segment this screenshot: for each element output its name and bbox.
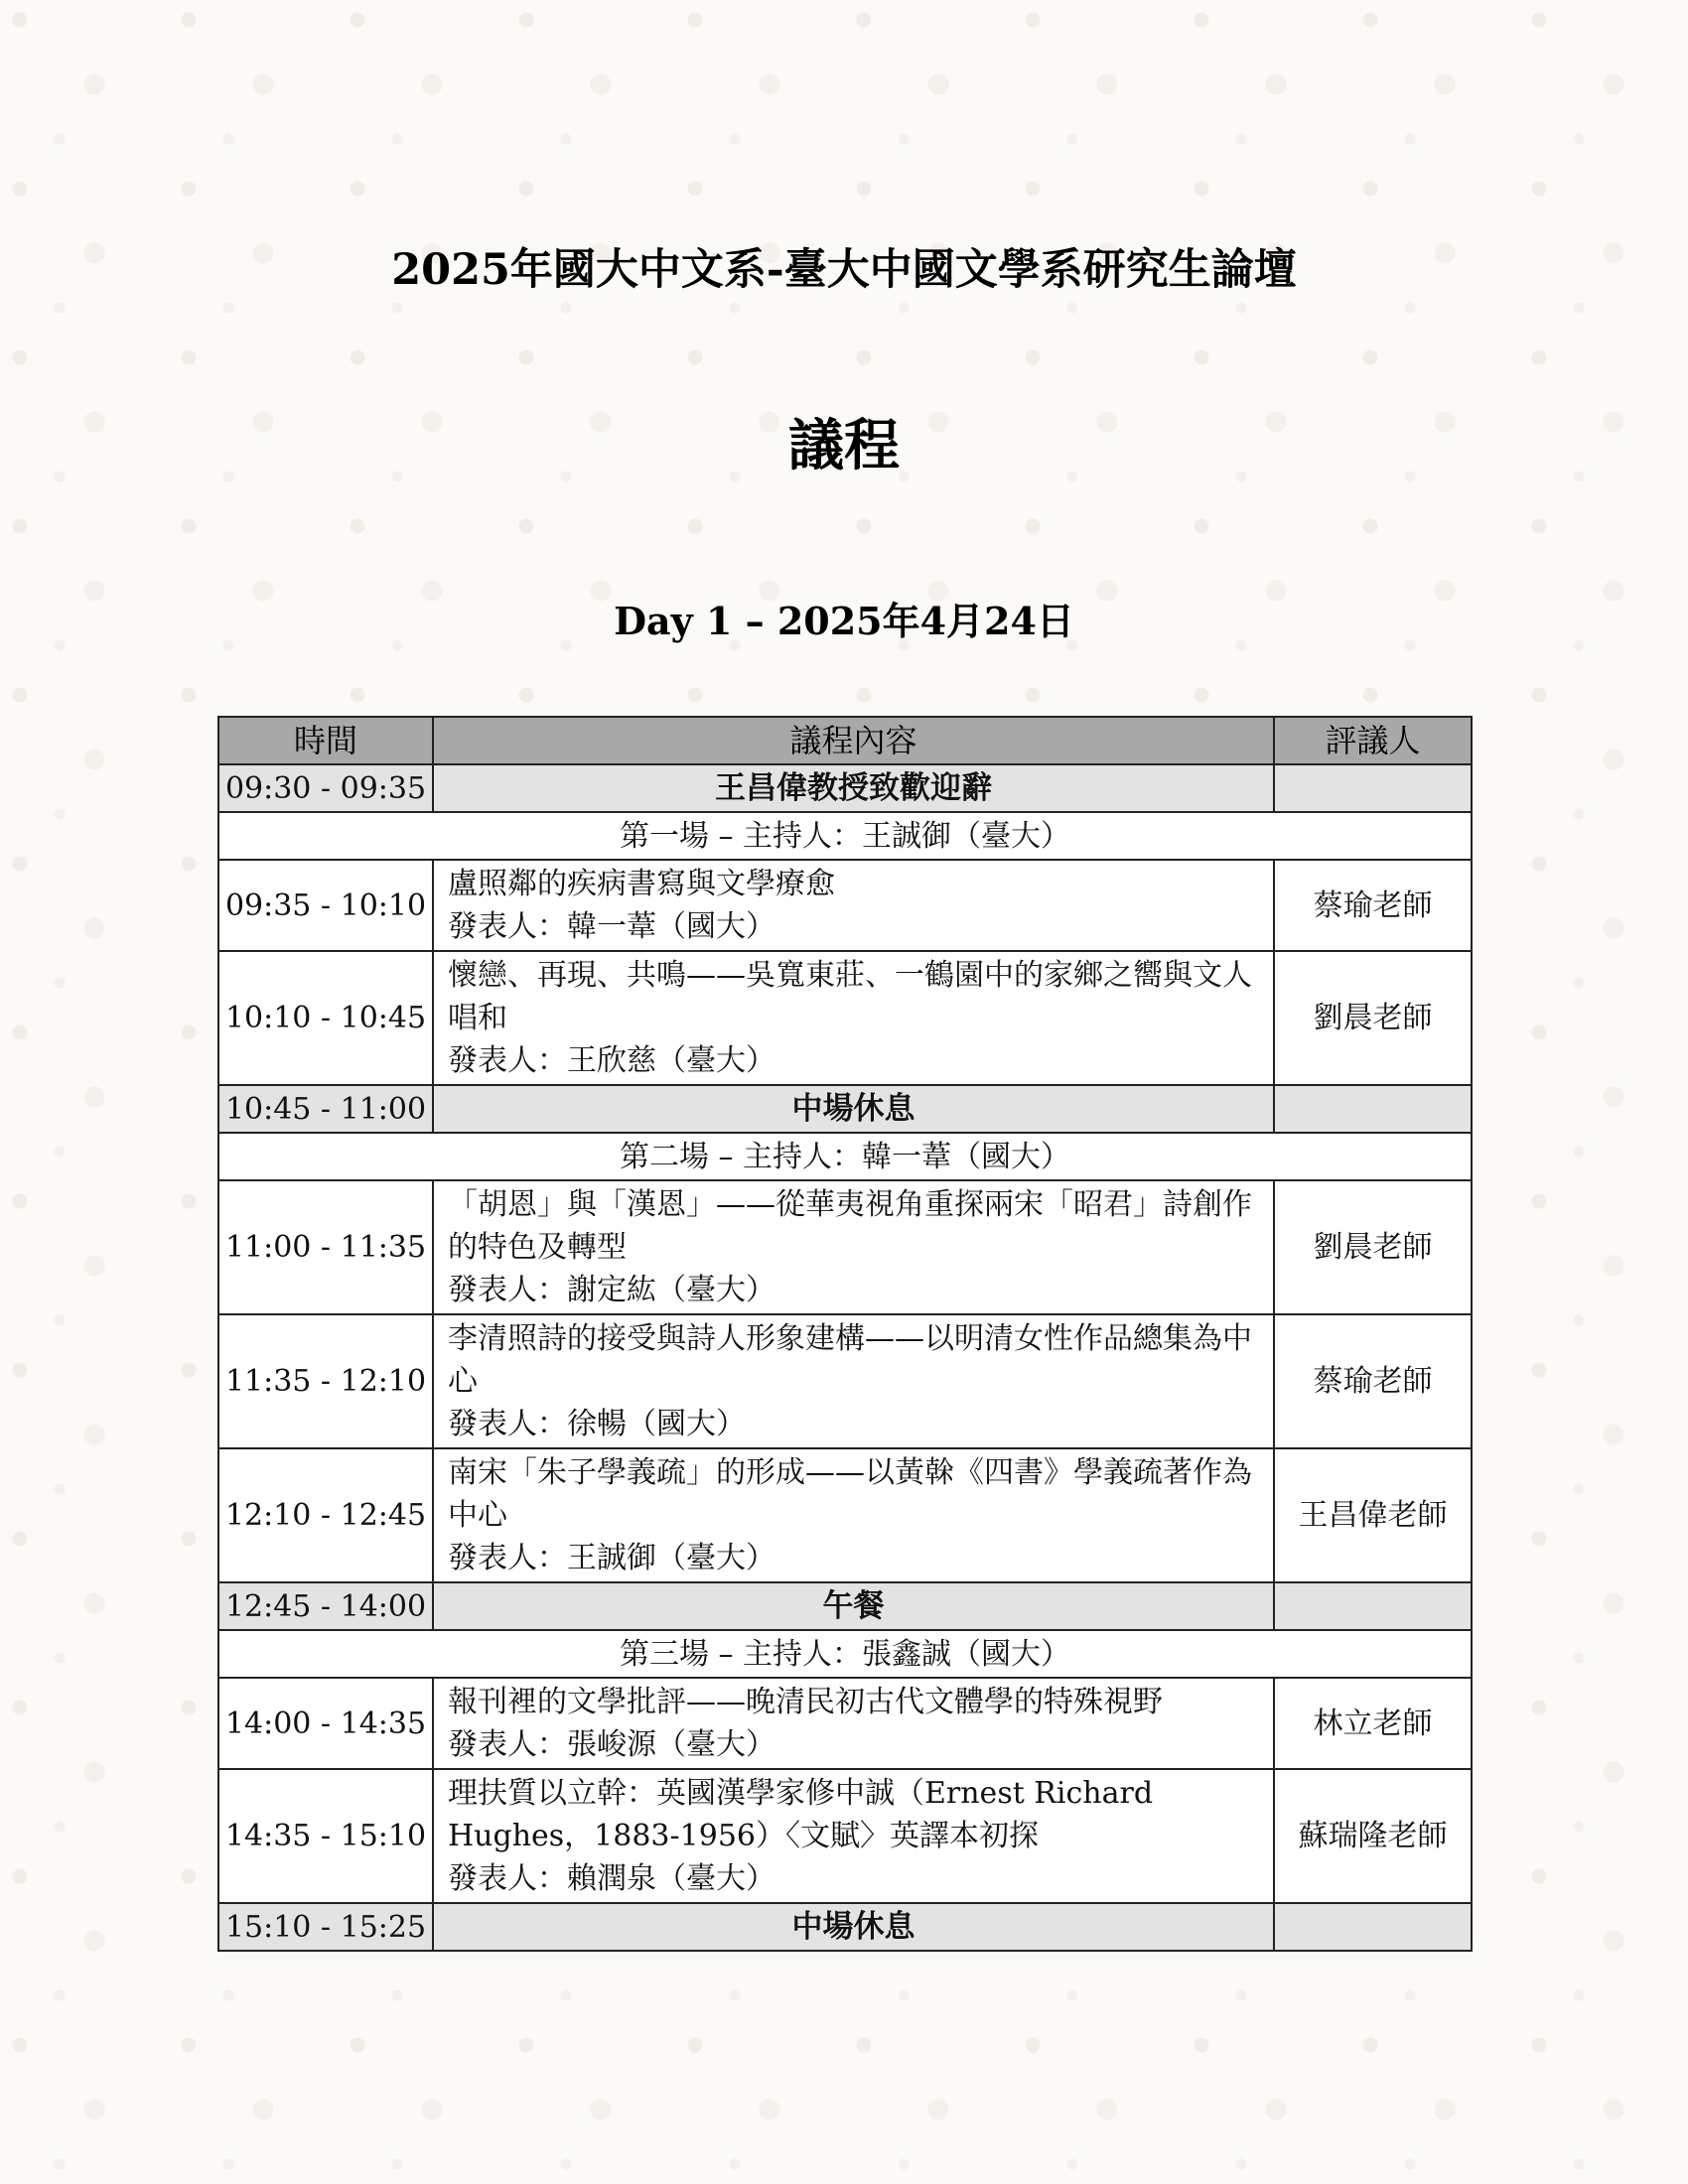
opening-row — [218, 764, 1472, 812]
content-cell — [433, 860, 1274, 951]
event-cell: 王昌偉教授致歡迎辭 — [433, 764, 1274, 812]
reviewer-cell — [1274, 1903, 1472, 1951]
session-row — [218, 1133, 1472, 1180]
paper-title: 「胡恩」與「漢恩」——從華夷視角重探兩宋「昭君」詩創作的特色及轉型 — [448, 1187, 1252, 1265]
time-cell: 12:10 - 12:45 — [218, 1448, 433, 1582]
reviewer-cell: 劉晨老師 — [1274, 1180, 1472, 1314]
presenter: 發表人：張峻源（臺大） — [448, 1727, 775, 1762]
header-time: 時間 — [218, 717, 433, 764]
day-heading: Day 1 – 2025年4月24日 — [614, 599, 1074, 643]
reviewer-cell — [1274, 764, 1472, 812]
time-cell: 09:30 - 09:35 — [218, 764, 433, 812]
presenter: 發表人：王欣慈（臺大） — [448, 1043, 775, 1078]
table-row — [218, 1314, 1472, 1448]
reviewer-cell: 蔡瑜老師 — [1274, 860, 1472, 951]
reviewer-cell — [1274, 1582, 1472, 1630]
paper-title: 李清照詩的接受與詩人形象建構——以明清女性作品總集為中心 — [448, 1321, 1252, 1399]
time-cell: 10:45 - 11:00 — [218, 1085, 433, 1133]
table-row — [218, 951, 1472, 1085]
event-cell: 中場休息 — [433, 1085, 1274, 1133]
table-header-row — [218, 717, 1472, 764]
table-row — [218, 1448, 1472, 1582]
content-cell — [433, 1314, 1274, 1448]
time-cell: 10:10 - 10:45 — [218, 951, 433, 1085]
reviewer-cell: 蘇瑞隆老師 — [1274, 1769, 1472, 1903]
time-cell: 15:10 - 15:25 — [218, 1903, 433, 1951]
time-cell: 11:00 - 11:35 — [218, 1180, 433, 1314]
header-content: 議程內容 — [433, 717, 1274, 764]
table-row — [218, 1180, 1472, 1314]
content-cell — [433, 1678, 1274, 1769]
table-row — [218, 860, 1472, 951]
presenter: 發表人：謝定紘（臺大） — [448, 1273, 775, 1307]
paper-title: 理扶質以立幹：英國漢學家修中誠（Ernest Richard Hughes，1883-1956）〈文賦〉英譯本初探 — [448, 1776, 1154, 1853]
break-row — [218, 1085, 1472, 1133]
presenter: 發表人：王誠御（臺大） — [448, 1541, 775, 1575]
event-cell: 午餐 — [433, 1582, 1274, 1630]
table-row — [218, 1678, 1472, 1769]
time-cell: 14:35 - 15:10 — [218, 1769, 433, 1903]
time-cell: 11:35 - 12:10 — [218, 1314, 433, 1448]
agenda-heading: 議程 — [788, 413, 900, 478]
table-row — [218, 1769, 1472, 1903]
paper-title: 南宋「朱子學義疏」的形成——以黃榦《四書》學義疏著作為中心 — [448, 1455, 1252, 1533]
time-cell: 14:00 - 14:35 — [218, 1678, 433, 1769]
reviewer-cell: 林立老師 — [1274, 1678, 1472, 1769]
session-title: 第二場 – 主持人：韓一葦（國大） — [218, 1133, 1472, 1180]
break-row — [218, 1903, 1472, 1951]
document-title: 2025年國大中文系-臺大中國文學系研究生論壇 — [391, 245, 1297, 295]
paper-title: 懷戀、再現、共鳴——吳寬東莊、一鶴園中的家鄉之嚮與文人唱和 — [448, 958, 1252, 1035]
lunch-row — [218, 1582, 1472, 1630]
paper-title: 報刊裡的文學批評——晚清民初古代文體學的特殊視野 — [448, 1685, 1163, 1719]
content-cell — [433, 1448, 1274, 1582]
reviewer-cell: 王昌偉老師 — [1274, 1448, 1472, 1582]
presenter: 發表人：徐暢（國大） — [448, 1407, 746, 1441]
content-cell — [433, 1769, 1274, 1903]
presenter: 發表人：賴潤泉（臺大） — [448, 1861, 775, 1896]
content-cell — [433, 1180, 1274, 1314]
session-row — [218, 812, 1472, 860]
reviewer-cell — [1274, 1085, 1472, 1133]
session-title: 第一場 – 主持人：王誠御（臺大） — [218, 812, 1472, 860]
presenter: 發表人：韓一葦（國大） — [448, 909, 775, 944]
reviewer-cell: 蔡瑜老師 — [1274, 1314, 1472, 1448]
reviewer-cell: 劉晨老師 — [1274, 951, 1472, 1085]
session-row — [218, 1630, 1472, 1678]
time-cell: 12:45 - 14:00 — [218, 1582, 433, 1630]
agenda-table — [217, 716, 1473, 1952]
header-reviewer: 評議人 — [1274, 717, 1472, 764]
paper-title: 盧照鄰的疾病書寫與文學療愈 — [448, 867, 835, 901]
content-cell — [433, 951, 1274, 1085]
session-title: 第三場 – 主持人：張鑫誠（國大） — [218, 1630, 1472, 1678]
event-cell: 中場休息 — [433, 1903, 1274, 1951]
time-cell: 09:35 - 10:10 — [218, 860, 433, 951]
